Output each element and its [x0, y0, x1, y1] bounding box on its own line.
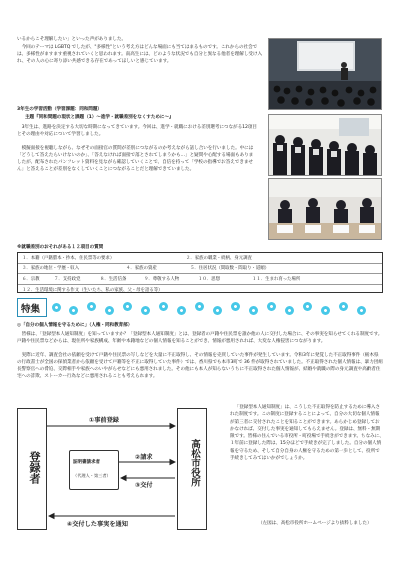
study-heading: 3年生の学習活動（学習課題：同和問題）: [17, 107, 102, 112]
flower-icon: [177, 306, 186, 315]
photo-classroom-image: [269, 115, 381, 175]
feature-banner: [17, 297, 383, 321]
list-item: ８．生活信条: [100, 276, 127, 282]
photo-lecture: [268, 38, 382, 110]
intro-line: いるからこそ理解したい」といった声がありました。: [17, 37, 127, 42]
flower-icon: [195, 302, 204, 311]
requester-agent-label: （代理人・第三者）: [73, 473, 111, 478]
requester-label: 証明書請求者: [73, 460, 100, 465]
list-item: ５．住居状況（間取数・間取り・道順）: [190, 266, 270, 272]
list-item: １０．思想: [198, 276, 220, 282]
list-item: ２．家族の職業・続柄、身元調査: [186, 255, 252, 261]
flower-icon: [321, 306, 330, 315]
list-item: ３．家族の地位・学歴・収入: [22, 266, 80, 272]
list-item: １２．生活環境に関する作文（生いたち、私の家族、父・母を語る等）: [22, 287, 163, 293]
flower-icon: [159, 302, 168, 311]
diagram-arrows: [17, 406, 225, 536]
list-item: １１．生まれ育った場所: [252, 276, 301, 282]
list-heading: ※就職差別のおそれがある１２項目の質問: [17, 245, 104, 250]
flower-icon: [213, 306, 222, 315]
step-3-label: ③交付: [135, 482, 153, 489]
study-paragraph-2: 模擬面接を視聴しながら、なぜその面接官の質問が差別につながるのか考えながら話し合いを行いました。中には「どうして答えたらいけないのか」、「答えなければ面接で落とされてしまうかも…」と疑問や心配する場面もありましたが、配布されたパンフレット資料を見ながら確認していくことで、自信を持って「学校の指導でお答えできません」と答えることが差別をなくしていくことにつながることだと理解できていました。: [17, 146, 254, 173]
list-item: ６．宗教: [22, 276, 40, 282]
flower-icon: [105, 306, 114, 315]
flower-icon: [285, 306, 294, 315]
study-paragraph-1: 3年生は、進路を決定する大切な時期になってきています。今回は、進学・就職における差別選考につながる12項目とその理由や対応について学習しました。: [17, 125, 257, 138]
step-1-label: ①事前登録: [89, 417, 119, 424]
step-2-label: ②請求: [135, 454, 153, 461]
study-subheading: 主題『同和問題の現状と課題（1）～進学・就職差別をなくすために～』: [25, 115, 174, 120]
flower-icon: [123, 302, 132, 311]
photo-study-session-image: [269, 179, 381, 239]
flower-icon: [52, 303, 61, 312]
items-list-box: [17, 252, 383, 293]
feature-banner-title: 特集: [21, 304, 41, 315]
flower-icon: [249, 306, 258, 315]
step-4-label: ④交付した事実を通知: [67, 521, 128, 528]
notification-diagram: [17, 406, 225, 536]
feature-paragraph-1: 皆様は、「登録型本人通知制度」を知っていますか？「登録型本人通知制度」とは、登録者の戸籍や住民票を誰か他の人に交付した場合に、その事実を知らせてくれる制度です。戸籍や住民票などからは、現住所や家族構成、年齢や本籍地などの個人情報を知ることができ、情報が悪用されれば、大変な人権侵害につながります。: [17, 332, 383, 345]
photo-study-session: [268, 178, 382, 240]
list-item: ７．支持政党: [54, 276, 81, 282]
flower-icon: [69, 306, 78, 315]
feature-heading: ◎「自分の個人情報を守るために」（人権・同和教育部）: [17, 323, 133, 328]
list-row: [18, 264, 382, 275]
feature-side-note: （左図は、高松市役所ホームページより抜粋しました）: [258, 521, 372, 526]
feature-banner-label-box: [17, 298, 47, 317]
flower-icon: [339, 302, 348, 311]
photo-lecture-image: [269, 39, 381, 109]
list-item: ９．尊敬する人物: [144, 276, 180, 282]
intro-paragraph: 今回のテーマは LGBTQ でしたが、"多様性"という考え方はどんな場面にも当てはまるものです。これからの社会では、多様性がますます重視されていくと思われます。南高生には、どのような状況でも自分と異なる他者を理解し受け入れ、その人の心に寄り添い共感できる存在であってほしいと感じています。: [17, 45, 263, 65]
flower-icon: [303, 302, 312, 311]
list-row: [18, 274, 382, 285]
registrant-label: 登録者: [28, 451, 41, 484]
flower-icon: [267, 302, 276, 311]
flower-icon: [231, 302, 240, 311]
photo-classroom: [268, 114, 382, 176]
flower-icon: [87, 302, 96, 311]
list-row: [18, 285, 382, 295]
feature-paragraph-2: 実際に近年、調査会社の依頼を受けて戸籍や住民票の写しなどを大量に不正取得し、その情報を売買していた事件が発生しています。令和3年に発覚した不正取得事件（栃木県の行政書士が全国の探偵業者から依頼を受けて戸籍等を不正に取得していた事件）では、香川県でも本市3町で 36 件が取得されていました。不正取得された個人情報は、暴力団組長警察官への脅迫、交際相手や家族へのいやがらせなどにも悪用されました。その他にも本人が知らないうちに不正取得された個人情報が、結婚や就職の際の身元調査や高齢者住宅への詐欺、ストーカー行為などに悪用されることも考えられます。: [17, 353, 383, 380]
list-row: [18, 253, 382, 264]
feature-side-paragraph: 「登録型本人通知制度」は、こうした不正取得を防止するために導入された制度です。この制度に登録することによって、自分の大切な個人情報が第三者に交付されたことを知ることができます。あらかじめ登録しておかなければ、交付した事実を通知してもらえません。登録は、無料・無期限です。皆様の住んでいる市役所・町役場で手続きができます。ちなみに、１年前に登録した際は、15分ほどで手続きが完了しました。自分の個人情報を守るため、そして自分自身の人権を守るための第一歩として、役所で手続きしてみてはいかがでしょうか。: [230, 405, 384, 462]
flower-icon: [141, 306, 150, 315]
list-item: ４．家族の資産: [126, 266, 157, 272]
flower-icon: [357, 306, 366, 315]
list-item: １．本籍（戸籍謄本・抄本、住民票等の要求）: [22, 255, 115, 261]
city-office-label: 高松市役所: [189, 439, 200, 487]
